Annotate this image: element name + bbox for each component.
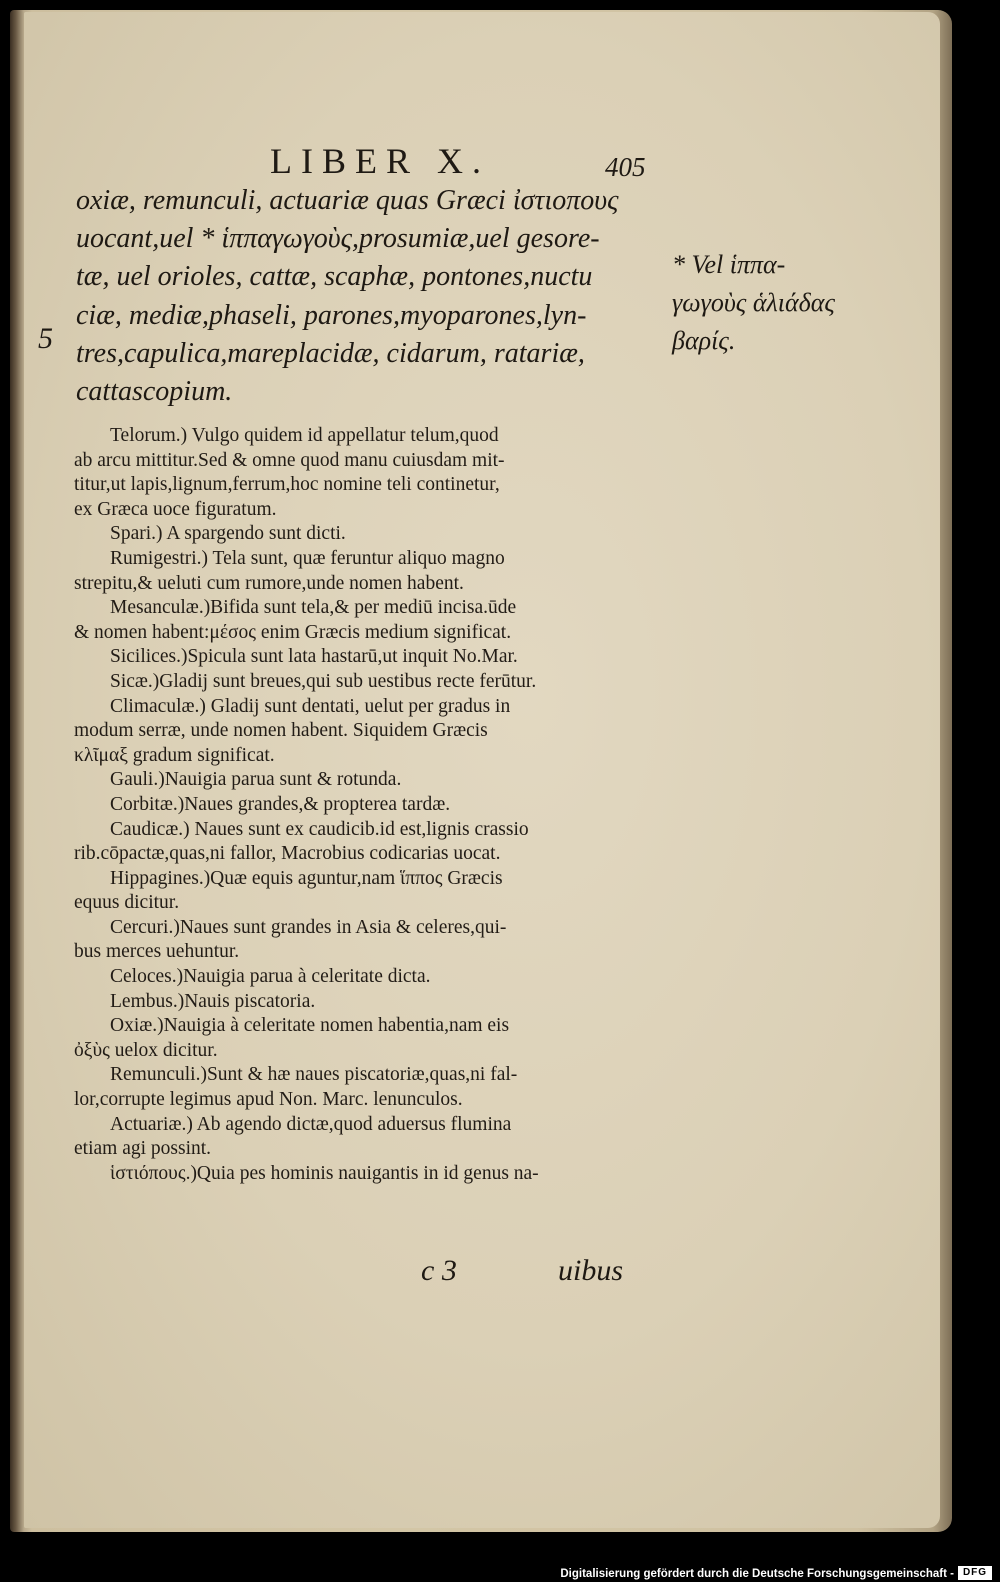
commentary-entry — [74, 1162, 650, 1187]
commentary-entry — [74, 547, 650, 596]
commentary-line: Rumigestri.) Tela sunt, quæ feruntur aliquo magno — [110, 547, 505, 569]
commentary-entry — [74, 990, 650, 1015]
commentary-entry — [74, 965, 650, 990]
marginal-note-line: βαρίς. — [672, 326, 736, 355]
commentary-entry — [74, 695, 650, 769]
commentary-line: Telorum.) Vulgo quidem id appellatur telum,quod — [110, 425, 499, 446]
commentary-line: ὀξὺς uelox dicitur. — [74, 1039, 218, 1061]
commentary-line: Oxiæ.)Nauigia à celeritate nomen habentia,nam eis — [110, 1015, 510, 1037]
marginal-note-line: γωγοὺς ἁλιάδας — [672, 288, 835, 317]
commentary-entry — [74, 424, 650, 522]
commentary-line: Sicilices.)Spicula sunt lata hastarū,ut inquit No.Mar. — [110, 646, 518, 668]
commentary-entry — [74, 768, 650, 793]
commentary-line: & nomen habent:μέσος enim Græcis medium significat. — [74, 621, 512, 643]
commentary-line: Spari.) A spargendo sunt dicti. — [110, 523, 346, 545]
list-line: ciæ, mediæ,phaseli, parones,myoparones,lyn- — [76, 299, 587, 331]
commentary-line: Climaculæ.) Gladij sunt dentati, uelut per gradus in — [110, 695, 511, 717]
commentary-entry — [74, 522, 650, 547]
page-number: 405 — [605, 152, 646, 182]
commentary-line: bus merces uehuntur. — [74, 941, 240, 963]
commentary-entry — [74, 1014, 650, 1063]
commentary-line: titur,ut lapis,lignum,ferrum,hoc nomine teli continetur, — [74, 474, 500, 496]
commentary-line: Caudicæ.) Naues sunt ex caudicib.id est,lignis crassio — [110, 818, 529, 840]
list-line: tres,capulica,mareplacidæ, cidarum, ratariæ, — [76, 337, 585, 369]
commentary-entry — [74, 596, 650, 645]
commentary-line: modum serræ, unde nomen habent. Siquidem Græcis — [74, 720, 488, 742]
commentary-entry — [74, 793, 650, 818]
commentary-body — [74, 424, 650, 1186]
page-footer — [0, 1254, 940, 1294]
commentary-line: etiam agi possint. — [74, 1138, 212, 1160]
commentary-entry — [74, 867, 650, 916]
commentary-line: Mesanculæ.)Bifida sunt tela,& per mediū incisa.ūde — [110, 597, 517, 619]
line-number-margin: 5 — [38, 322, 53, 355]
running-head: LIBER X. — [270, 141, 490, 181]
commentary-entry — [74, 818, 650, 867]
commentary-line: Lembus.)Nauis piscatoria. — [110, 990, 316, 1012]
ship-names-list — [76, 182, 666, 411]
commentary-entry — [74, 670, 650, 695]
commentary-entry — [74, 645, 650, 670]
commentary-line: strepitu,& ueluti cum rumore,unde nomen habent. — [74, 572, 464, 594]
commentary-line: Gauli.)Nauigia parua sunt & rotunda. — [110, 769, 402, 791]
commentary-line: κλῖμαξ gradum significat. — [74, 744, 275, 766]
catchword: uibus — [558, 1254, 624, 1287]
commentary-line: Cercuri.)Naues sunt grandes in Asia & celeres,qui- — [110, 916, 507, 938]
commentary-line: equus dicitur. — [74, 892, 180, 914]
commentary-line: ab arcu mittitur.Sed & omne quod manu cuiusdam mit- — [74, 449, 505, 471]
commentary-entry — [74, 916, 650, 965]
list-line: tæ, uel orioles, cattæ, scaphæ, pontones,nuctu — [76, 261, 593, 293]
commentary-line: Sicæ.)Gladij sunt breues,qui sub uestibus recte ferūtur. — [110, 670, 537, 692]
commentary-line: ἱστιόπους.)Quia pes hominis nauigantis in id genus na- — [110, 1162, 539, 1184]
commentary-line: rib.cōpactæ,quas,ni fallor, Macrobius codicarias uocat. — [74, 843, 501, 865]
list-line: uocant,uel * ἱππαγωγοὺς,prosumiæ,uel gesore- — [76, 223, 600, 255]
marginal-note-line: * Vel ἱππα- — [672, 250, 786, 279]
commentary-line: ex Græca uoce figuratum. — [74, 498, 277, 520]
commentary-line: Hippagines.)Quæ equis aguntur,nam ἵππος Græcis — [110, 867, 503, 889]
signature-mark: c 3 — [421, 1254, 457, 1287]
dfg-logo: DFG — [958, 1566, 992, 1580]
commentary-entry — [74, 1113, 650, 1162]
commentary-line: Remunculi.)Sunt & hæ naues piscatoriæ,quas,ni fal- — [110, 1064, 518, 1086]
commentary-line: Corbitæ.)Naues grandes,& propterea tardæ. — [110, 793, 451, 815]
digitization-credit: Digitalisierung gefördert durch die Deutsche Forschungsgemeinschaft - — [560, 1568, 954, 1580]
commentary-line: lor,corrupte legimus apud Non. Marc. lenunculos. — [74, 1089, 463, 1111]
commentary-line: Celoces.)Nauigia parua à celeritate dicta. — [110, 966, 431, 988]
commentary-line: Actuariæ.) Ab agendo dictæ,quod aduersus flumina — [110, 1113, 512, 1135]
list-line: oxiæ, remunculi, actuariæ quas Græci ἰστιοπους — [76, 185, 619, 216]
commentary-entry — [74, 1063, 650, 1112]
marginal-note — [672, 246, 842, 360]
list-line: cattascopium. — [76, 376, 233, 408]
